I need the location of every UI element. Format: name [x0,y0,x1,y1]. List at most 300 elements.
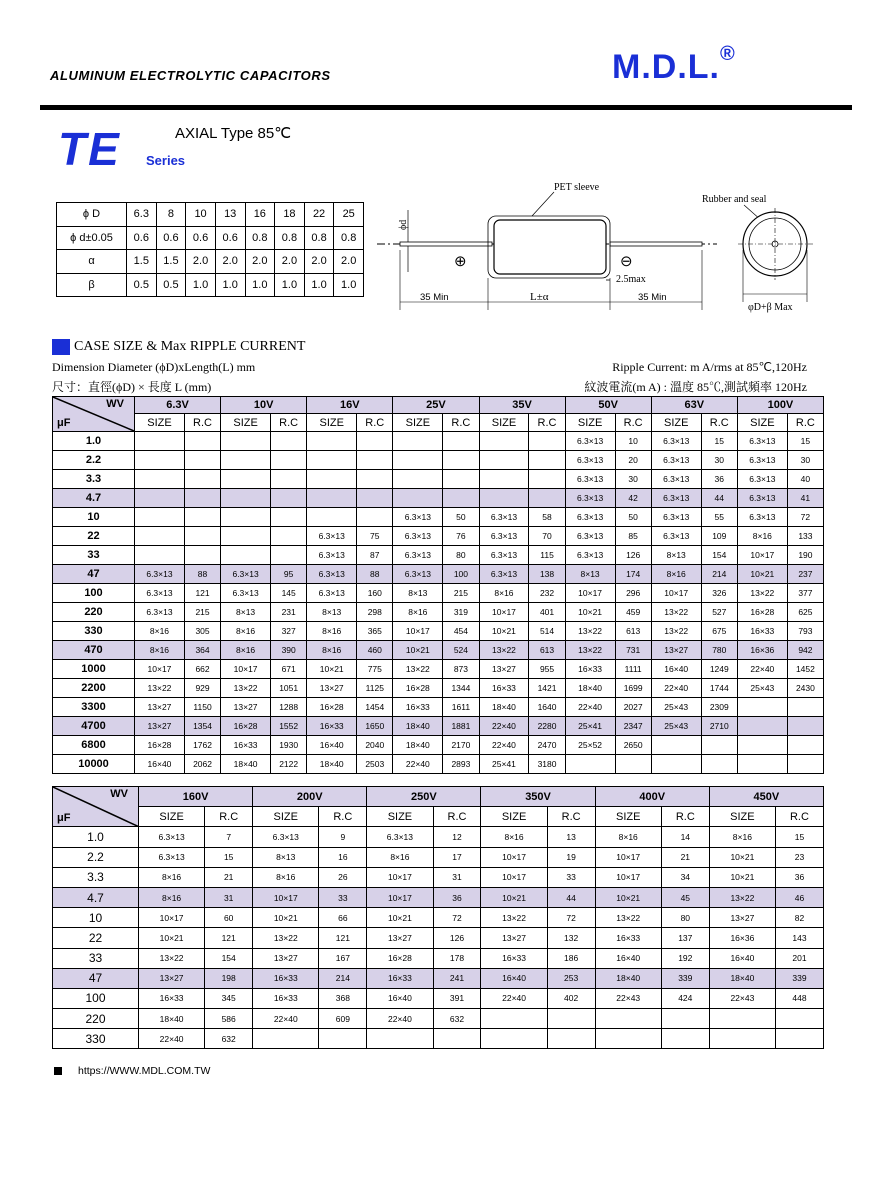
size-cell: 13×27 [221,698,271,717]
voltage-header: 10V [221,397,307,414]
ripple-cell: 145 [271,584,307,603]
spec-cell: 0.6 [215,226,245,250]
ripple-cell: 100 [443,565,479,584]
ripple-cell: 1249 [701,660,737,679]
spec-cell: 0.6 [186,226,216,250]
ripple-cell: 121 [205,928,253,948]
ripple-cell: 298 [357,603,393,622]
ripple-cell: 1288 [271,698,307,717]
size-cell: 6.3×13 [565,432,615,451]
capacitance-cell: 2.2 [53,847,139,867]
size-cell: 16×33 [139,988,205,1008]
size-cell: 13×22 [651,603,701,622]
size-cell: 6.3×13 [253,827,319,847]
ripple-cell [357,432,393,451]
ripple-cell: 237 [787,565,823,584]
size-cell: 8×16 [139,887,205,907]
size-cell: 6.3×13 [565,451,615,470]
spec-cell: 22 [304,203,334,227]
ripple-cell: 126 [433,928,481,948]
ripple-cell [319,1029,367,1049]
table-row [53,679,824,698]
size-cell: 10×17 [479,603,529,622]
size-cell [595,1029,661,1049]
spec-cell: 1.5 [156,250,186,274]
size-cell: 8×16 [307,622,357,641]
ripple-cell: 60 [205,908,253,928]
ripple-cell: 780 [701,641,737,660]
table-corner-cell [53,787,139,827]
ripple-cell: 339 [775,968,823,988]
size-cell: 6.3×13 [221,584,271,603]
spec-cell: 0.8 [275,226,305,250]
size-cell: 13×22 [565,641,615,660]
ripple-cell: 1051 [271,679,307,698]
size-cell [307,508,357,527]
ripple-cell: 80 [661,908,709,928]
size-cell [221,546,271,565]
size-cell: 10×17 [737,546,787,565]
ripple-cell: 609 [319,1009,367,1029]
voltage-header: 50V [565,397,651,414]
size-cell: 13×27 [367,928,433,948]
size-cell: 10×17 [253,887,319,907]
size-subheader: SIZE [737,414,787,432]
size-cell: 13×22 [253,928,319,948]
ripple-cell [271,508,307,527]
logo-text: M.D.L. [612,48,720,86]
ripple-cell: 2470 [529,736,565,755]
ripple-cell: 1744 [701,679,737,698]
size-cell: 16×33 [221,736,271,755]
size-cell: 8×13 [307,603,357,622]
ripple-cell: 2170 [443,736,479,755]
size-cell: 10×17 [481,867,547,887]
size-cell: 13×22 [737,584,787,603]
ripple-cell: 21 [205,867,253,887]
ripple-cell [271,470,307,489]
ripple-cell: 72 [547,908,595,928]
size-cell: 22×40 [393,755,443,774]
capacitance-cell: 100 [53,988,139,1008]
capacitor-diagram [372,180,817,315]
size-cell: 16×33 [253,968,319,988]
size-cell [307,432,357,451]
voltage-header: 63V [651,397,737,414]
capacitance-cell: 470 [53,641,135,660]
size-cell: 10×21 [709,867,775,887]
voltage-header: 6.3V [135,397,221,414]
ripple-cell: 1930 [271,736,307,755]
size-cell [651,736,701,755]
ripple-cell [184,489,220,508]
size-subheader: SIZE [565,414,615,432]
ripple-cell [271,432,307,451]
size-cell: 10×21 [139,928,205,948]
spec-cell: 1.0 [275,273,305,297]
spec-cell: 2.0 [245,250,275,274]
dimension-note-zh: 尺寸：直徑(ϕD) × 長度 L (mm) [52,380,212,394]
ripple-cell [357,508,393,527]
size-cell: 10×17 [481,847,547,867]
ripple-cell: 44 [701,489,737,508]
ripple-cell: 33 [547,867,595,887]
size-cell: 8×16 [595,827,661,847]
size-cell: 22×40 [651,679,701,698]
capacitance-cell: 220 [53,1009,139,1029]
spec-cell: 0.5 [127,273,157,297]
size-cell [479,432,529,451]
rc-subheader: R.C [184,414,220,432]
ripple-cell: 1552 [271,717,307,736]
footer-bullet-icon [54,1067,62,1075]
size-cell [307,470,357,489]
size-cell: 10×17 [135,660,185,679]
size-cell: 10×17 [139,908,205,928]
size-cell: 6.3×13 [651,470,701,489]
table-row [53,867,824,887]
size-cell: 6.3×13 [737,432,787,451]
ripple-cell: 15 [205,847,253,867]
voltage-header-row [53,397,824,414]
ripple-cell: 41 [787,489,823,508]
ripple-cell: 460 [357,641,393,660]
rc-subheader: R.C [443,414,479,432]
spec-row [57,273,364,297]
size-cell [479,470,529,489]
ripple-cell: 1640 [529,698,565,717]
size-cell [737,755,787,774]
ripple-cell: 1125 [357,679,393,698]
ripple-cell: 625 [787,603,823,622]
table-row [53,489,824,508]
size-cell: 13×22 [139,948,205,968]
spec-row-label: ϕ D [57,203,127,227]
size-cell [221,470,271,489]
size-subheader: SIZE [221,414,271,432]
capacitance-cell: 10 [53,508,135,527]
size-subheader: SIZE [479,414,529,432]
ripple-cell: 402 [547,988,595,1008]
document-category-title: ALUMINUM ELECTROLYTIC CAPACITORS [50,68,331,83]
ripple-cell: 160 [357,584,393,603]
size-cell: 16×40 [307,736,357,755]
ripple-cell: 1344 [443,679,479,698]
size-cell [709,1009,775,1029]
ripple-cell: 70 [529,527,565,546]
size-cell [393,451,443,470]
size-cell: 16×40 [651,660,701,679]
ripple-cell: 30 [787,451,823,470]
table-row [53,948,824,968]
size-cell: 22×40 [737,660,787,679]
size-cell: 10×21 [307,660,357,679]
size-cell: 6.3×13 [651,432,701,451]
size-cell [221,451,271,470]
ripple-cell: 929 [184,679,220,698]
spec-row-label: α [57,250,127,274]
size-cell: 6.3×13 [565,470,615,489]
size-cell: 16×33 [393,698,443,717]
size-cell: 16×28 [221,717,271,736]
ripple-cell: 15 [701,432,737,451]
size-cell: 13×27 [135,698,185,717]
ripple-cell: 87 [357,546,393,565]
ripple-cell: 109 [701,527,737,546]
ripple-cell: 326 [701,584,737,603]
size-cell [135,451,185,470]
size-cell: 16×28 [135,736,185,755]
left-lead [400,242,492,246]
ripple-cell: 137 [661,928,709,948]
spec-cell: 8 [156,203,186,227]
ripple-note-zh: 紋波電流(m A) : 溫度 85℃,測試頻率 120Hz [584,380,807,394]
ripple-cell: 1354 [184,717,220,736]
size-cell: 22×40 [139,1029,205,1049]
length-label: L±α [530,291,549,303]
ripple-cell: 253 [547,968,595,988]
ripple-note-en: Ripple Current: m A/rms at 85℃,120Hz [612,360,807,374]
size-cell: 6.3×13 [479,565,529,584]
ripple-cell: 20 [615,451,651,470]
ripple-cell: 15 [775,827,823,847]
size-subheader: SIZE [651,414,701,432]
ripple-cell [787,755,823,774]
size-cell: 6.3×13 [367,827,433,847]
ripple-cell: 955 [529,660,565,679]
ripple-cell [443,451,479,470]
table-row [53,887,824,907]
voltage-header: 25V [393,397,479,414]
spec-row [57,203,364,227]
size-cell: 10×21 [595,887,661,907]
spec-cell: 2.0 [334,250,364,274]
ripple-cell: 178 [433,948,481,968]
ripple-cell: 23 [775,847,823,867]
spec-cell: 0.6 [127,226,157,250]
ripple-cell: 662 [184,660,220,679]
size-cell [135,546,185,565]
size-cell: 22×40 [367,1009,433,1029]
dimension-spec-table [56,202,364,297]
size-cell: 6.3×13 [565,546,615,565]
capacitance-cell: 4700 [53,717,135,736]
ripple-cell: 88 [184,565,220,584]
ripple-cell: 46 [775,887,823,907]
ripple-cell: 731 [615,641,651,660]
ripple-cell: 448 [775,988,823,1008]
size-subheader: SIZE [135,414,185,432]
size-cell: 16×28 [737,603,787,622]
rc-subheader: R.C [701,414,737,432]
ripple-cell: 126 [615,546,651,565]
size-cell: 8×13 [221,603,271,622]
ripple-cell: 305 [184,622,220,641]
size-cell: 8×16 [651,565,701,584]
size-cell: 8×16 [139,867,205,887]
ripple-cell: 586 [205,1009,253,1029]
size-cell: 10×21 [709,847,775,867]
ripple-cell: 121 [184,584,220,603]
size-cell: 10×17 [595,867,661,887]
size-cell [135,508,185,527]
size-cell: 6.3×13 [139,847,205,867]
size-cell: 10×21 [393,641,443,660]
size-cell: 8×13 [253,847,319,867]
size-cell: 16×28 [393,679,443,698]
size-subheader: SIZE [595,807,661,827]
spec-cell: 0.6 [156,226,186,250]
voltage-header: 450V [709,787,823,807]
size-cell: 6.3×13 [393,527,443,546]
rc-subheader: R.C [529,414,565,432]
footer-url[interactable]: https://WWW.MDL.COM.TW [78,1065,211,1077]
size-cell: 6.3×13 [135,584,185,603]
ripple-cell: 121 [319,928,367,948]
capacitance-cell: 47 [53,968,139,988]
ripple-cell: 12 [433,827,481,847]
ripple-cell [775,1009,823,1029]
capacitance-cell: 47 [53,565,135,584]
ripple-cell: 66 [319,908,367,928]
size-cell: 16×28 [367,948,433,968]
ripple-cell: 2650 [615,736,651,755]
size-cell [367,1029,433,1049]
ripple-cell: 13 [547,827,595,847]
size-cell [595,1009,661,1029]
ripple-cell [271,546,307,565]
capacitance-cell: 330 [53,622,135,641]
spec-cell: 1.0 [215,273,245,297]
table-row [53,603,824,622]
ripple-cell: 42 [615,489,651,508]
size-cell: 6.3×13 [737,470,787,489]
series-name: TE [58,123,121,175]
size-cell: 10×21 [253,908,319,928]
size-cell: 6.3×13 [651,527,701,546]
ripple-cell: 10 [615,432,651,451]
ripple-cell: 198 [205,968,253,988]
ripple-cell: 138 [529,565,565,584]
voltage-header: 350V [481,787,595,807]
ripple-cell [443,489,479,508]
size-cell [221,508,271,527]
capacitance-cell: 3300 [53,698,135,717]
capacitance-cell: 4.7 [53,887,139,907]
capacitance-cell: 10000 [53,755,135,774]
ripple-cell: 339 [661,968,709,988]
ripple-cell: 241 [433,968,481,988]
ripple-cell: 1150 [184,698,220,717]
table-row [53,470,824,489]
table-row [53,755,824,774]
rc-subheader: R.C [547,807,595,827]
capacitance-cell: 1.0 [53,827,139,847]
ripple-cell: 793 [787,622,823,641]
size-cell [737,698,787,717]
ripple-cell: 72 [787,508,823,527]
size-cell: 22×40 [479,717,529,736]
table-row [53,508,824,527]
ripple-cell: 391 [433,988,481,1008]
ripple-cell: 45 [661,887,709,907]
size-cell: 16×36 [709,928,775,948]
ripple-cell: 201 [775,948,823,968]
ripple-cell: 345 [205,988,253,1008]
size-subheader: SIZE [393,414,443,432]
spec-cell: 25 [334,203,364,227]
ripple-table-low-voltage [52,396,824,774]
ripple-cell [787,717,823,736]
table-row [53,565,824,584]
size-cell: 6.3×13 [479,508,529,527]
ripple-cell [787,698,823,717]
table-row [53,432,824,451]
right-lead [610,242,702,246]
spec-cell: 2.0 [215,250,245,274]
table-row [53,546,824,565]
ripple-cell: 174 [615,565,651,584]
minus-terminal-icon: ⊖ [620,253,633,270]
size-cell: 8×16 [135,641,185,660]
spec-cell: 1.5 [127,250,157,274]
size-subheader: SIZE [139,807,205,827]
capacitance-cell: 330 [53,1029,139,1049]
size-subheader: SIZE [367,807,433,827]
size-cell: 13×22 [393,660,443,679]
size-cell: 16×33 [737,622,787,641]
ripple-cell [357,451,393,470]
table-row [53,827,824,847]
ripple-cell: 368 [319,988,367,1008]
ripple-cell [529,432,565,451]
size-cell: 13×27 [139,968,205,988]
capacitance-cell: 1000 [53,660,135,679]
size-cell: 16×40 [367,988,433,1008]
spec-cell: 16 [245,203,275,227]
ripple-cell: 2062 [184,755,220,774]
capacitor-body [494,220,606,274]
ripple-cell: 514 [529,622,565,641]
ripple-cell: 1881 [443,717,479,736]
ripple-cell: 19 [547,847,595,867]
rc-subheader: R.C [787,414,823,432]
ripple-cell: 377 [787,584,823,603]
table-row [53,660,824,679]
ripple-cell: 192 [661,948,709,968]
size-cell: 6.3×13 [565,527,615,546]
spec-cell: 10 [186,203,216,227]
size-cell [393,470,443,489]
table-row [53,988,824,1008]
ripple-cell: 319 [443,603,479,622]
size-cell: 8×16 [479,584,529,603]
ripple-cell: 21 [661,847,709,867]
ripple-cell: 17 [433,847,481,867]
table-row [53,717,824,736]
ripple-cell: 613 [615,622,651,641]
rc-subheader: R.C [205,807,253,827]
ripple-cell: 671 [271,660,307,679]
size-cell: 18×40 [393,736,443,755]
ripple-cell: 873 [443,660,479,679]
size-subheader: SIZE [307,414,357,432]
size-cell: 13×27 [135,717,185,736]
ripple-cell: 34 [661,867,709,887]
table-row [53,641,824,660]
size-cell: 6.3×13 [651,489,701,508]
ripple-cell: 36 [775,867,823,887]
